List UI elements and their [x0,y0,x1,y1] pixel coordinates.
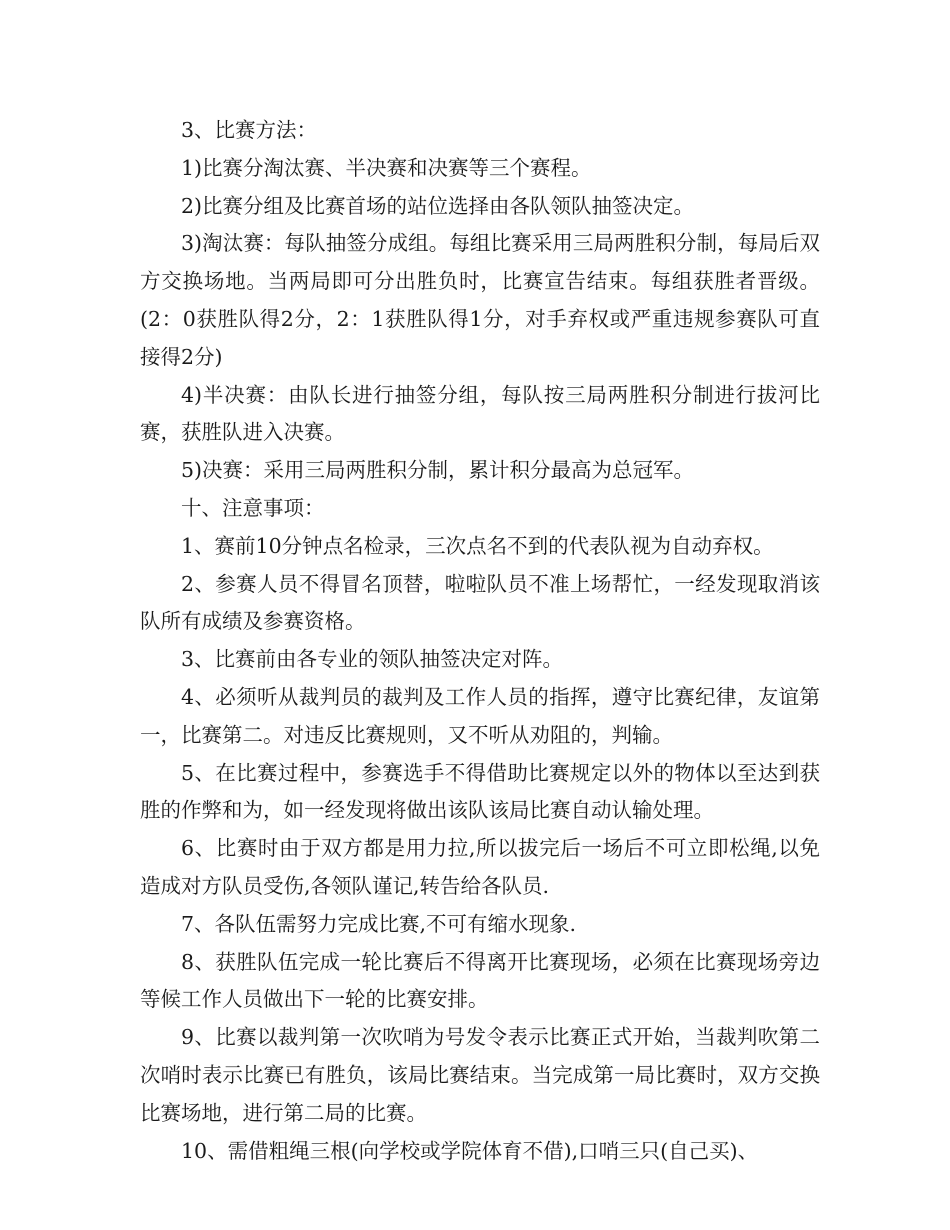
note-item-7: 7、各队伍需努力完成比赛,不可有缩水现象. [181,911,577,936]
paragraph-semifinal: 4)半决赛：由队长进行抽签分组，每队按三局两胜积分制进行拔河比赛，获胜队进入决赛。 [140,382,820,445]
note-item-9: 9、比赛以裁判第一次吹哨为号发令表示比赛正式开始，当裁判吹第二次哨时表示比赛已有胜负，该局比赛结束。当完成第一局比赛时，双方交换比赛场地，进行第二局的比赛。 [140,1025,820,1125]
note-item-1: 1、赛前10分钟点名检录，三次点名不到的代表队视为自动弃权。 [181,533,774,558]
paragraph-final: 5)决赛：采用三局两胜积分制，累计积分最高为总冠军。 [181,458,695,483]
section-heading-competition-method: 3、比赛方法： [181,118,318,142]
paragraph-stages: 1)比赛分淘汰赛、半决赛和决赛等三个赛程。 [181,155,592,180]
section-heading-notes: 十、注意事项： [181,495,325,520]
paragraph-grouping: 2)比赛分组及比赛首场的站位选择由各队领队抽签决定。 [181,193,695,218]
note-item-3: 3、比赛前由各专业的领队抽签决定对阵。 [181,647,564,672]
document-body [140,112,820,1170]
note-item-6: 6、比赛时由于双方都是用力拉,所以拔完后一场后不可立即松绳,以免造成对方队员受伤,各领队谨记,转告给各队员. [140,836,820,898]
note-item-2: 2、参赛人员不得冒名顶替，啦啦队员不准上场帮忙，一经发现取消该队所有成绩及参赛资格。 [140,571,820,634]
note-item-4: 4、必须听从裁判员的裁判及工作人员的指挥，遵守比赛纪律，友谊第一，比赛第二。对违反比赛规则，又不听从劝阻的，判输。 [140,684,820,747]
note-item-10: 10、需借粗绳三根(向学校或学院体育不借),口哨三只(自己买)、 [181,1138,759,1163]
paragraph-knockout: 3)淘汰赛：每队抽签分成组。每组比赛采用三局两胜积分制，每局后双方交换场地。当两局即可分出胜负时，比赛宣告结束。每组获胜者晋级。(2：0获胜队得2分，2：1获胜队得1分，对手弃权或严重违规参赛队可直接得2分) [140,231,820,369]
note-item-8: 8、获胜队伍完成一轮比赛后不得离开比赛现场，必须在比赛现场旁边等候工作人员做出下一轮的比赛安排。 [140,949,820,1012]
note-item-5: 5、在比赛过程中，参赛选手不得借助比赛规定以外的物体以至达到获胜的作弊和为，如一经发现将做出该队该局比赛自动认输处理。 [140,760,820,823]
